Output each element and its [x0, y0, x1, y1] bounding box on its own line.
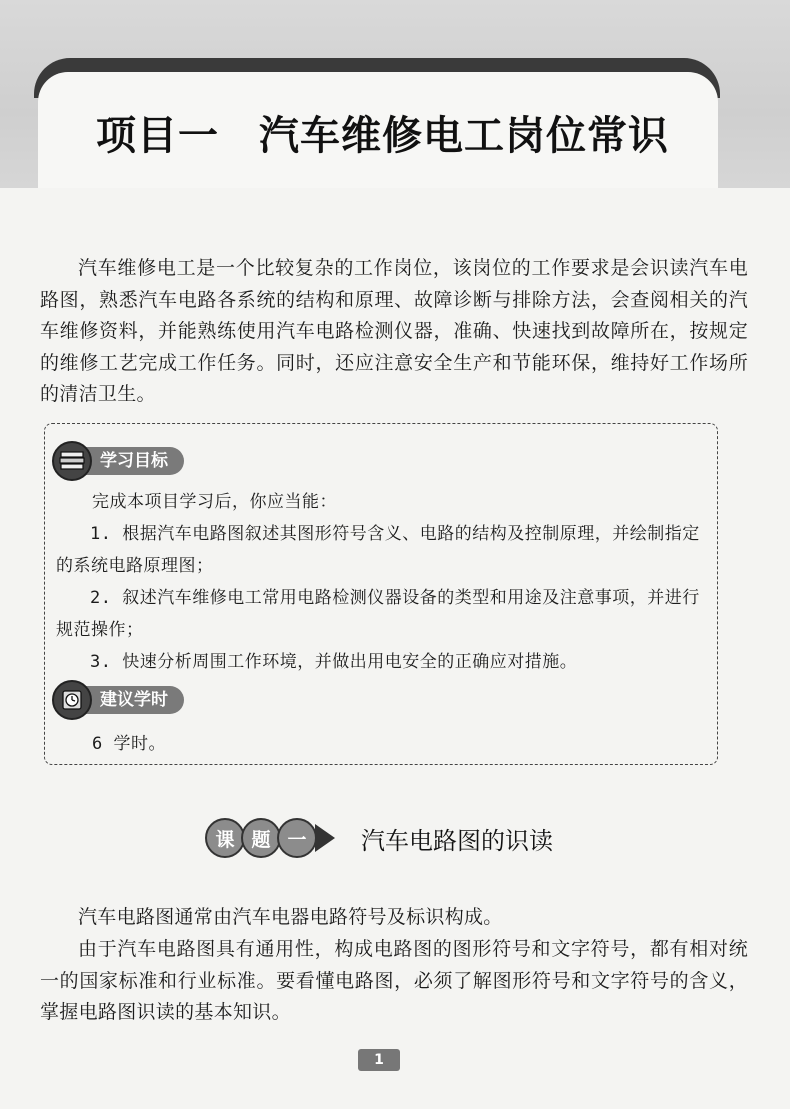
section-arrow-icon — [315, 824, 335, 852]
objectives-label: 学习目标 — [74, 447, 184, 475]
hours-value: 6 学时。 — [92, 734, 166, 754]
section-char-3: 一 — [277, 818, 317, 858]
chapter-title — [40, 104, 720, 161]
section-title: 汽车电路图的识读 — [361, 826, 553, 855]
section-heading — [205, 816, 553, 860]
clock-icon — [52, 680, 92, 720]
section-char-1: 课 — [205, 818, 245, 858]
objective-item-1: 1. 根据汽车电路图叙述其图形符号含义、电路的结构及控制原理，并绘制指定的系统电路原理图； — [56, 524, 700, 576]
intro-paragraph: 汽车维修电工是一个比较复杂的工作岗位，该岗位的工作要求是会识读汽车电路图，熟悉汽车电路各系统的结构和原理、故障诊断与排除方法，会查阅相关的汽车维修资料，并能熟练使用汽车电路检测仪器，准确、快速找到故障所在，按规定的维修工艺完成工作任务。同时，还应注意安全生产和节能环保，维持好工作场所的清洁卫生。 — [40, 257, 748, 405]
objective-item-2: 2. 叙述汽车维修电工常用电路检测仪器设备的类型和用途及注意事项，并进行规范操作； — [56, 588, 700, 640]
hours-label: 建议学时 — [74, 686, 184, 714]
section-char-2: 题 — [241, 818, 281, 858]
project-label: 项目一 — [96, 113, 219, 159]
objectives-tag — [52, 444, 184, 478]
books-icon — [52, 441, 92, 481]
page-number: 1 — [358, 1049, 400, 1071]
objective-item-3: 3. 快速分析周围工作环境，并做出用电安全的正确应对措施。 — [90, 652, 578, 672]
hours-tag — [52, 683, 184, 717]
body-paragraph-1: 汽车电路图通常由汽车电器电路符号及标识构成。 — [78, 906, 503, 928]
chapter-name: 汽车维修电工岗位常识 — [259, 113, 669, 159]
body-paragraph-2: 由于汽车电路图具有通用性，构成电路图的图形符号和文字符号，都有相对统一的国家标准和行业标准。要看懂电路图，必须了解图形符号和文字符号的含义，掌握电路图识读的基本知识。 — [40, 938, 748, 1023]
objectives-lead: 完成本项目学习后，你应当能： — [92, 492, 337, 512]
